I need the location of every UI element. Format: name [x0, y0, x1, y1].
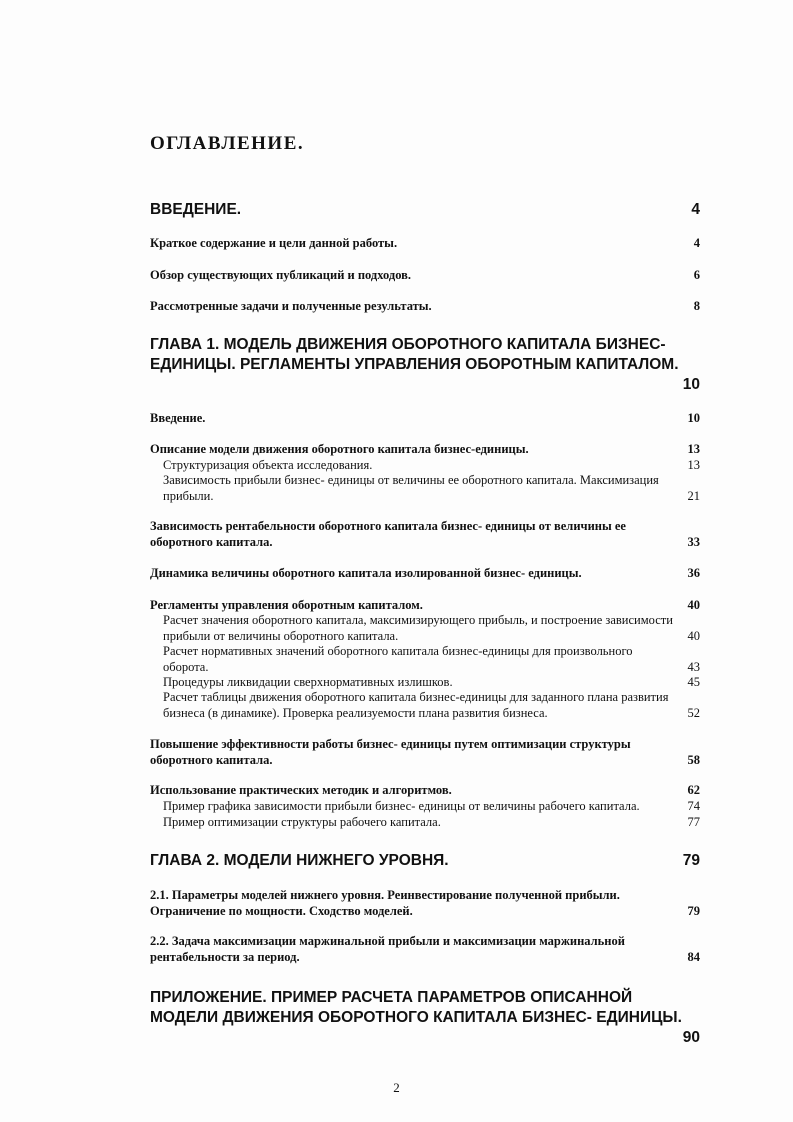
toc-entry[interactable] — [150, 933, 700, 965]
entry-text: Структуризация объекта исследования. — [163, 458, 373, 472]
toc-entry[interactable] — [150, 565, 700, 581]
entry-text: Регламенты управления оборотным капиталом. — [150, 598, 423, 612]
page-number: 40 — [687, 598, 700, 612]
page-number: 13 — [687, 442, 700, 456]
toc-heading-chapter1[interactable] — [150, 335, 700, 393]
page-number: 58 — [687, 753, 700, 767]
entry-text: Повышение эффективности работы бизнес- единицы путем оптимизации структуры оборотного капитала. — [150, 737, 631, 767]
toc-subentry[interactable] — [163, 472, 700, 504]
entry-text: Зависимость прибыли бизнес- единицы от величины ее оборотного капитала. Максимизация прибыли. — [163, 473, 659, 503]
page-number: 84 — [687, 950, 700, 964]
toc-entry[interactable] — [150, 736, 700, 768]
toc-subentry[interactable] — [163, 674, 700, 690]
entry-text: Обзор существующих публикаций и подходов. — [150, 268, 412, 282]
page-number: 43 — [687, 660, 700, 674]
toc-entry[interactable] — [150, 887, 700, 919]
page-number: 21 — [687, 489, 700, 503]
page-number: 13 — [687, 458, 700, 472]
page-number: 36 — [687, 566, 700, 580]
toc-heading-intro[interactable] — [150, 200, 700, 220]
page-number: 4 — [693, 236, 700, 250]
entry-text: Рассмотренные задачи и полученные результаты. — [150, 299, 432, 313]
entry-text: 2.2. Задача максимизации маржинальной прибыли и максимизации маржинальной рентабельности за период. — [150, 934, 625, 964]
page-number: 52 — [687, 706, 700, 720]
page-number: 33 — [687, 535, 700, 549]
page-footer-number: 2 — [393, 1080, 400, 1095]
heading-text: ГЛАВА 2. МОДЕЛИ НИЖНЕГО УРОВНЯ. — [150, 852, 449, 869]
entry-text: Динамика величины оборотного капитала изолированной бизнес- единицы. — [150, 566, 582, 580]
page-number: 77 — [687, 815, 700, 829]
toc-entry[interactable] — [150, 597, 700, 613]
page-number: 90 — [682, 1029, 700, 1046]
toc-subentry[interactable] — [163, 643, 700, 675]
page-number: 6 — [693, 268, 700, 282]
page-number: 62 — [687, 783, 700, 797]
entry-text: Расчет значения оборотного капитала, максимизирующего прибыль, и построение зависимости прибыли от величины оборотного капитала. — [163, 613, 673, 643]
toc-heading-appendix[interactable] — [150, 988, 700, 1046]
heading-text: ПРИЛОЖЕНИЕ. ПРИМЕР РАСЧЕТА ПАРАМЕТРОВ ОПИСАННОЙ МОДЕЛИ ДВИЖЕНИЯ ОБОРОТНОГО КАПИТАЛА БИЗНЕС- ЕДИНИЦЫ. — [150, 989, 682, 1026]
page-number: 79 — [682, 852, 700, 869]
entry-text: Описание модели движения оборотного капитала бизнес-единицы. — [150, 442, 529, 456]
toc-entry[interactable] — [150, 782, 700, 798]
heading-text: ГЛАВА 1. МОДЕЛЬ ДВИЖЕНИЯ ОБОРОТНОГО КАПИТАЛА БИЗНЕС-ЕДИНИЦЫ. РЕГЛАМЕНТЫ УПРАВЛЕНИЯ ОБОРОТНЫМ КАПИТАЛОМ. — [150, 336, 679, 373]
page-number: 4 — [691, 201, 700, 218]
toc-title: ОГЛАВЛЕНИЕ. — [150, 133, 305, 154]
page-number: 8 — [693, 299, 700, 313]
toc-subentry[interactable] — [163, 457, 700, 473]
page-number: 74 — [687, 799, 700, 813]
toc-subentry[interactable] — [163, 612, 700, 644]
entry-text: Использование практических методик и алгоритмов. — [150, 783, 452, 797]
toc-entry[interactable] — [150, 267, 700, 283]
toc-subentry[interactable] — [163, 689, 700, 721]
entry-text: 2.1. Параметры моделей нижнего уровня. Реинвестирование полученной прибыли. Ограничение по мощности. Сходство моделей. — [150, 888, 620, 918]
toc-subentry[interactable] — [163, 798, 700, 814]
page-number: 40 — [687, 629, 700, 643]
toc-entry[interactable] — [150, 298, 700, 314]
page-number: 10 — [682, 376, 700, 393]
entry-text: Зависимость рентабельности оборотного капитала бизнес- единицы от величины ее оборотного капитала. — [150, 519, 626, 549]
entry-text: Расчет нормативных значений оборотного капитала бизнес-единицы для произвольного оборота. — [163, 644, 633, 674]
toc-heading-chapter2[interactable] — [150, 851, 700, 871]
entry-text: Расчет таблицы движения оборотного капитала бизнес-единицы для заданного плана развития бизнеса (в динамике). Проверка реализуемости плана развития бизнеса. — [163, 690, 669, 720]
entry-text: Пример графика зависимости прибыли бизнес- единицы от величины рабочего капитала. — [163, 799, 640, 813]
page-number: 10 — [687, 411, 700, 425]
page-number: 45 — [687, 675, 700, 689]
toc-entry[interactable] — [150, 518, 700, 550]
toc-entry[interactable] — [150, 235, 700, 251]
toc-subentry[interactable] — [163, 814, 700, 830]
entry-text: Процедуры ликвидации сверхнормативных излишков. — [163, 675, 453, 689]
heading-text: ВВЕДЕНИЕ. — [150, 201, 242, 218]
toc-entry[interactable] — [150, 410, 700, 426]
entry-text: Краткое содержание и цели данной работы. — [150, 236, 398, 250]
page-number: 79 — [687, 904, 700, 918]
entry-text: Пример оптимизации структуры рабочего капитала. — [163, 815, 441, 829]
entry-text: Введение. — [150, 411, 206, 425]
toc-entry[interactable] — [150, 441, 700, 457]
